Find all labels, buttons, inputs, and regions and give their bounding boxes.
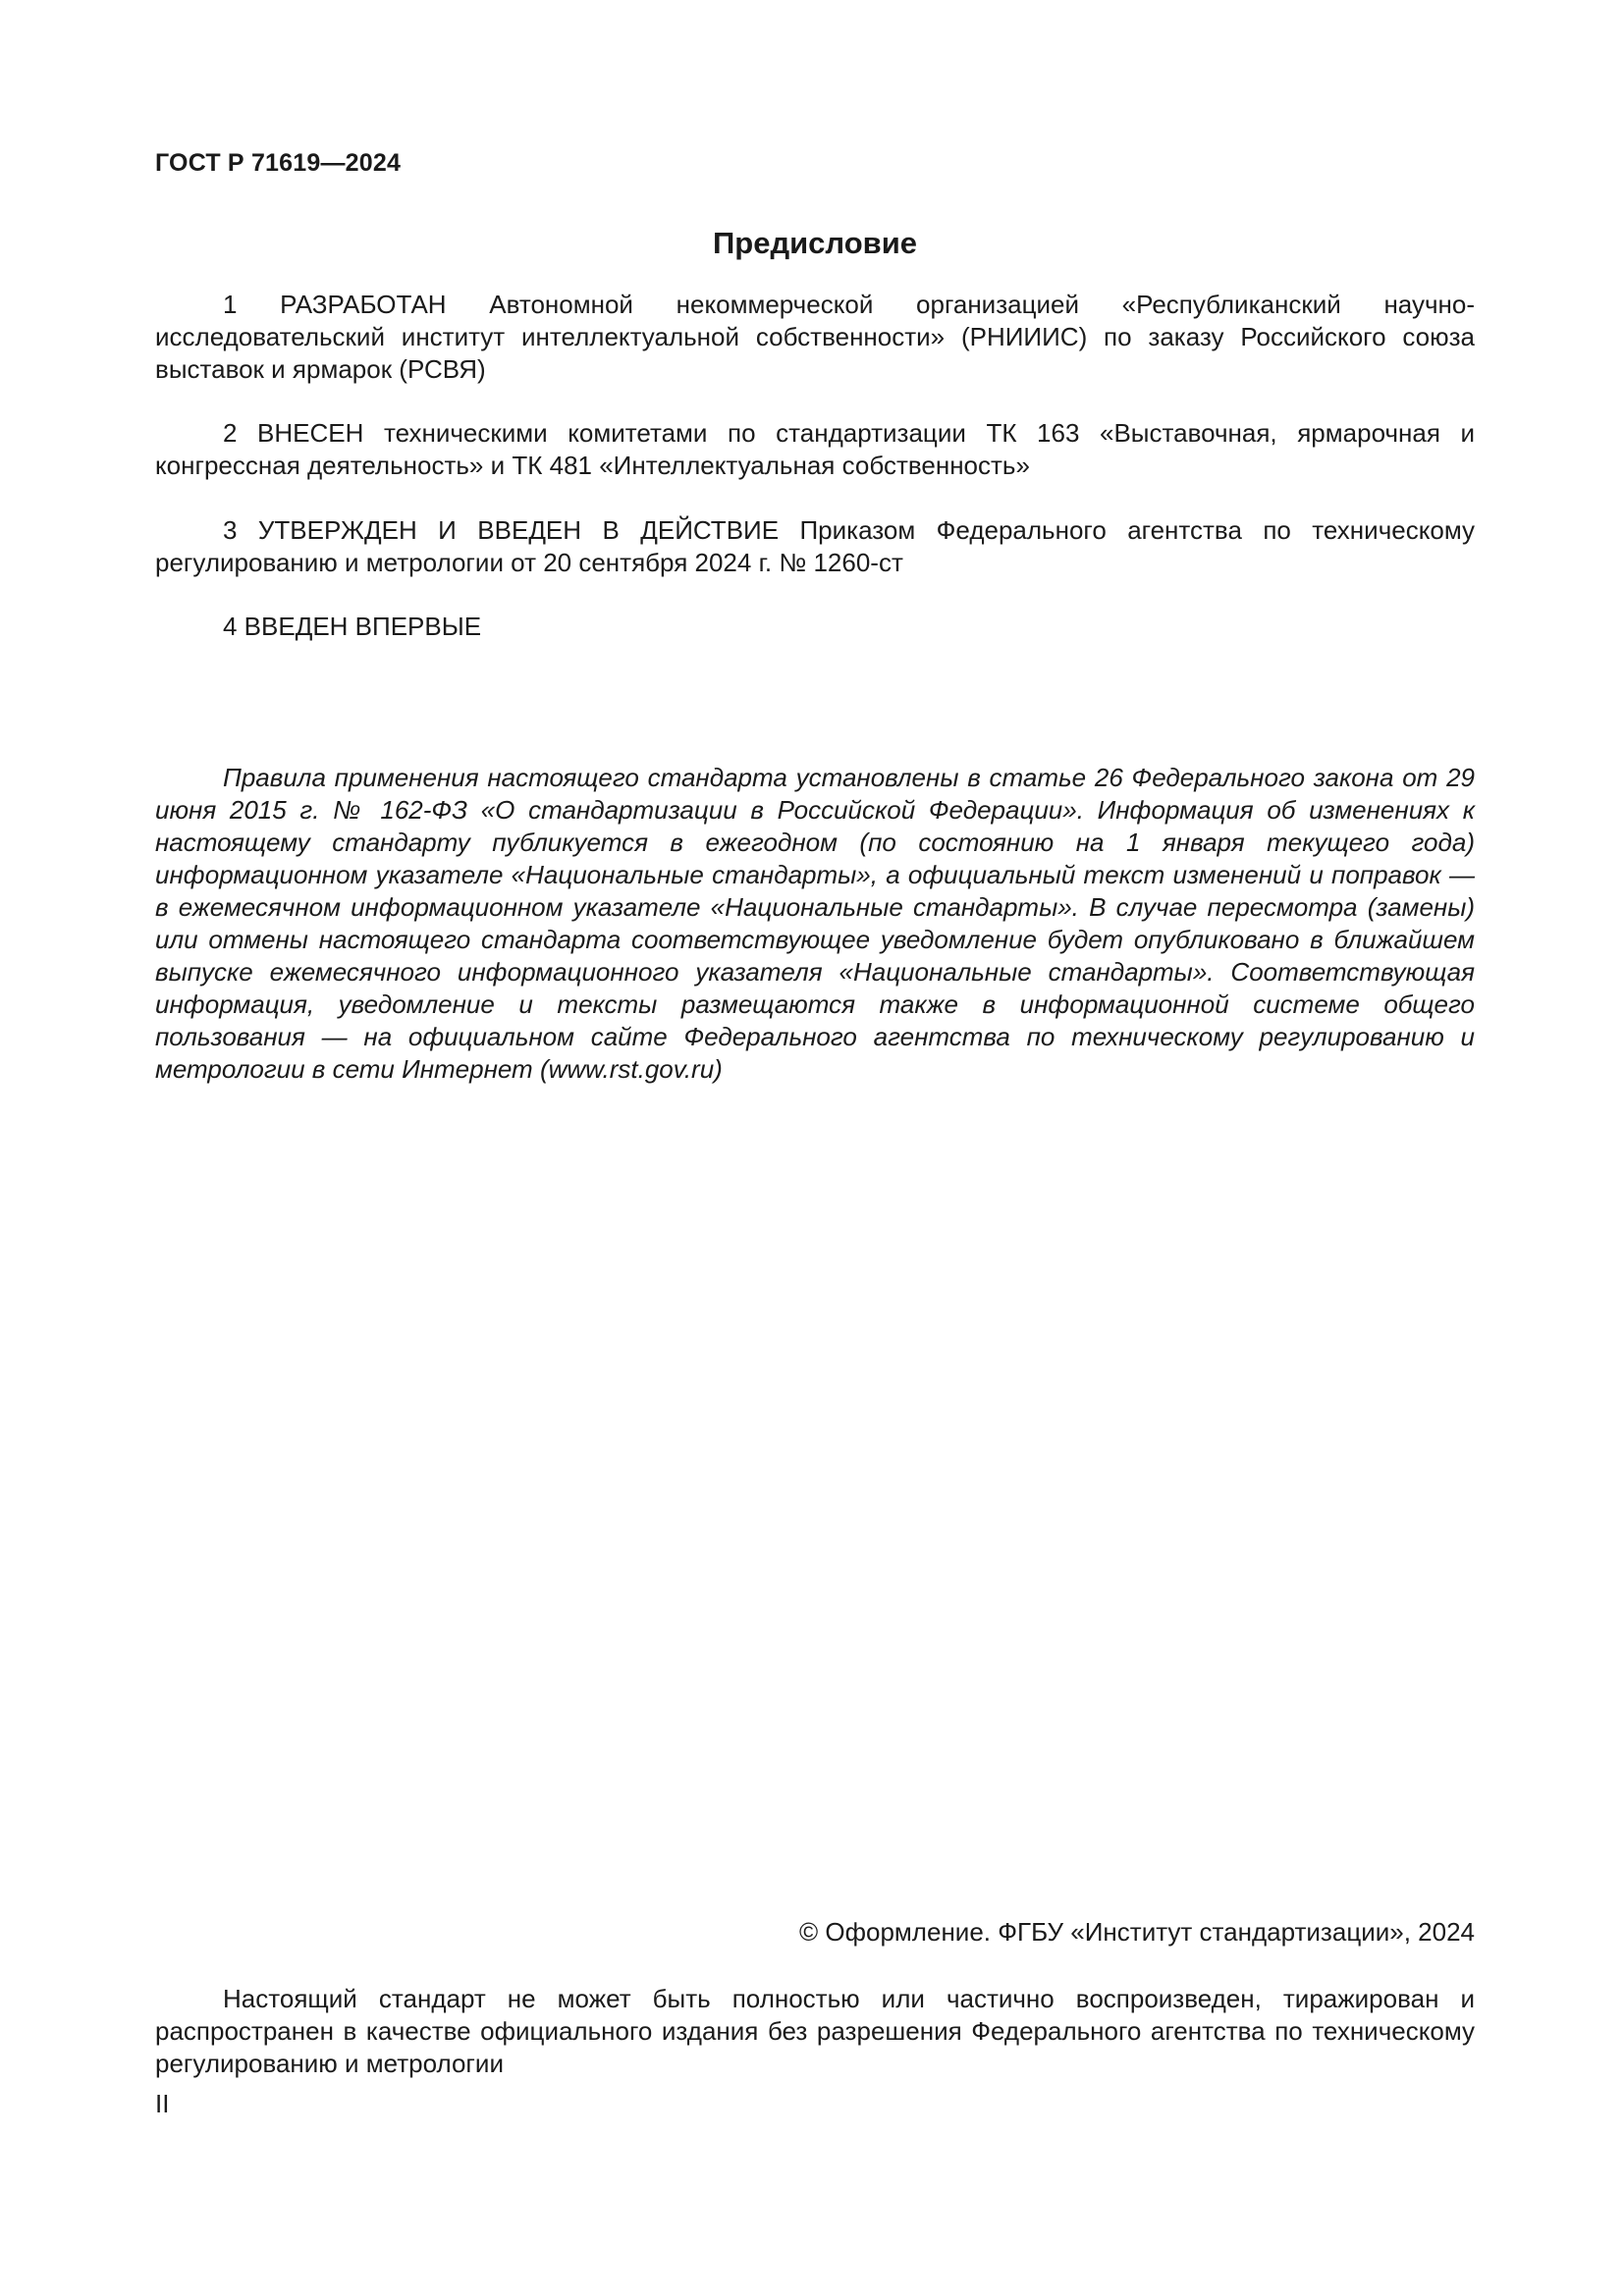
- foreword-item-developed: 1 РАЗРАБОТАН Автономной некоммерческой организацией «Республиканский научно-исследовательский институт интеллектуальной собственности» (РНИИИС) по заказу Российского союза выставок и ярмарок (РСВЯ): [155, 290, 1475, 384]
- application-rules-notice: Правила применения настоящего стандарта установлены в статье 26 Федерального закона от 29 июня 2015 г. № 162-ФЗ «О стандартизации в Российской Федерации». Информация об изменениях к настоящему стандарту публикуется в ежегодном (по состоянию на 1 января текущего года) информационном указателе «Национальные стандарты», а официальный текст изменений и поправок — в ежемесячном информационном указателе «Национальные стандарты». В случае пересмотра (замены) или отмены настоящего стандарта соответствующее уведомление будет опубликовано в ближайшем выпуске ежемесячного информационного указателя «Национальные стандарты». Соответствующая информация, уведомление и тексты размещаются также в информационной системе общего пользования — на официальном сайте Федерального агентства по техническому регулированию и метрологии в сети Интернет (www.rst.gov.ru): [155, 763, 1475, 1084]
- foreword-item-introduced: 2 ВНЕСЕН техническими комитетами по стандартизации ТК 163 «Выставочная, ярмарочная и конгрессная деятельность» и ТК 481 «Интеллектуальная собственность»: [155, 418, 1475, 480]
- copyright-line: © Оформление. ФГБУ «Институт стандартизации», 2024: [799, 1917, 1475, 1947]
- page-number: II: [155, 2089, 170, 2118]
- foreword-item-first-introduced: 4 ВВЕДЕН ВПЕРВЫЕ: [223, 612, 482, 641]
- document-code: ГОСТ Р 71619—2024: [155, 149, 402, 177]
- reproduction-notice: Настоящий стандарт не может быть полностью или частично воспроизведен, тиражирован и распространен в качестве официального издания без разрешения Федерального агентства по техническому регулированию и метрологии: [155, 1984, 1475, 2078]
- page-title: Предисловие: [712, 226, 917, 260]
- foreword-item-approved: 3 УТВЕРЖДЕН И ВВЕДЕН В ДЕЙСТВИЕ Приказом Федерального агентства по техническому регулированию и метрологии от 20 сентября 2024 г. № 1260-ст: [155, 515, 1475, 577]
